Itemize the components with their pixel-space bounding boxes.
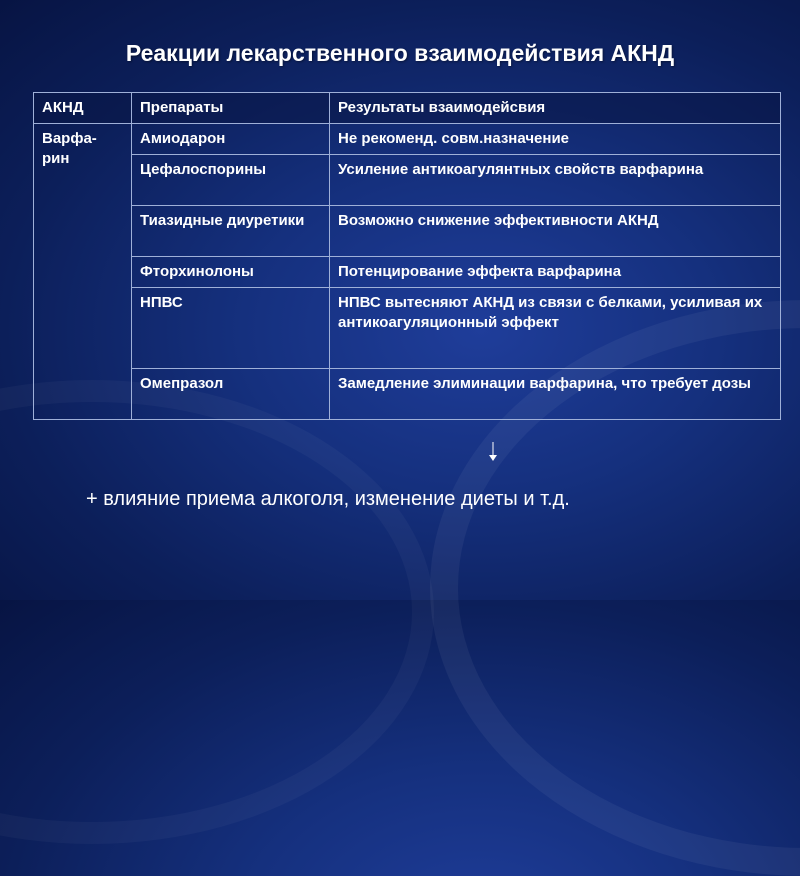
drug-cell: Цефалоспорины (132, 155, 330, 206)
down-arrow-icon (486, 442, 500, 462)
result-cell: Не рекоменд. совм.назначение (330, 124, 781, 155)
header-cell-drugs: Препараты (132, 93, 330, 124)
group-cell-warfarin: Варфа- рин (34, 124, 132, 420)
result-cell: Замедление элиминации варфарина, что требует дозы (330, 369, 781, 420)
footer-note: + влияние приема алкоголя, изменение диеты и т.д. (86, 488, 570, 510)
header-cell-akhd: АКНД (34, 93, 132, 124)
table-row (34, 288, 781, 369)
drug-cell: Тиазидные диуретики (132, 206, 330, 257)
result-cell: Потенцирование эффекта варфарина (330, 257, 781, 288)
table-row (34, 124, 781, 155)
table-header-row (34, 93, 781, 124)
drug-cell: Амиодарон (132, 124, 330, 155)
slide-title: Реакции лекарственного взаимодействия АКНД (125, 40, 675, 66)
table-row (34, 155, 781, 206)
table-row (34, 369, 781, 420)
header-cell-results: Результаты взаимодейсвия (330, 93, 781, 124)
interaction-table (33, 92, 781, 420)
result-cell: Возможно снижение эффективности АКНД (330, 206, 781, 257)
table-row (34, 206, 781, 257)
table-row (34, 257, 781, 288)
result-cell: НПВС вытесняют АКНД из связи с белками, усиливая их антикоагуляционный эффект (330, 288, 781, 369)
drug-cell: Фторхинолоны (132, 257, 330, 288)
result-cell: Усиление антикоагулянтных свойств варфарина (330, 155, 781, 206)
drug-cell: Омепразол (132, 369, 330, 420)
background-swoosh (0, 380, 434, 844)
drug-cell: НПВС (132, 288, 330, 369)
